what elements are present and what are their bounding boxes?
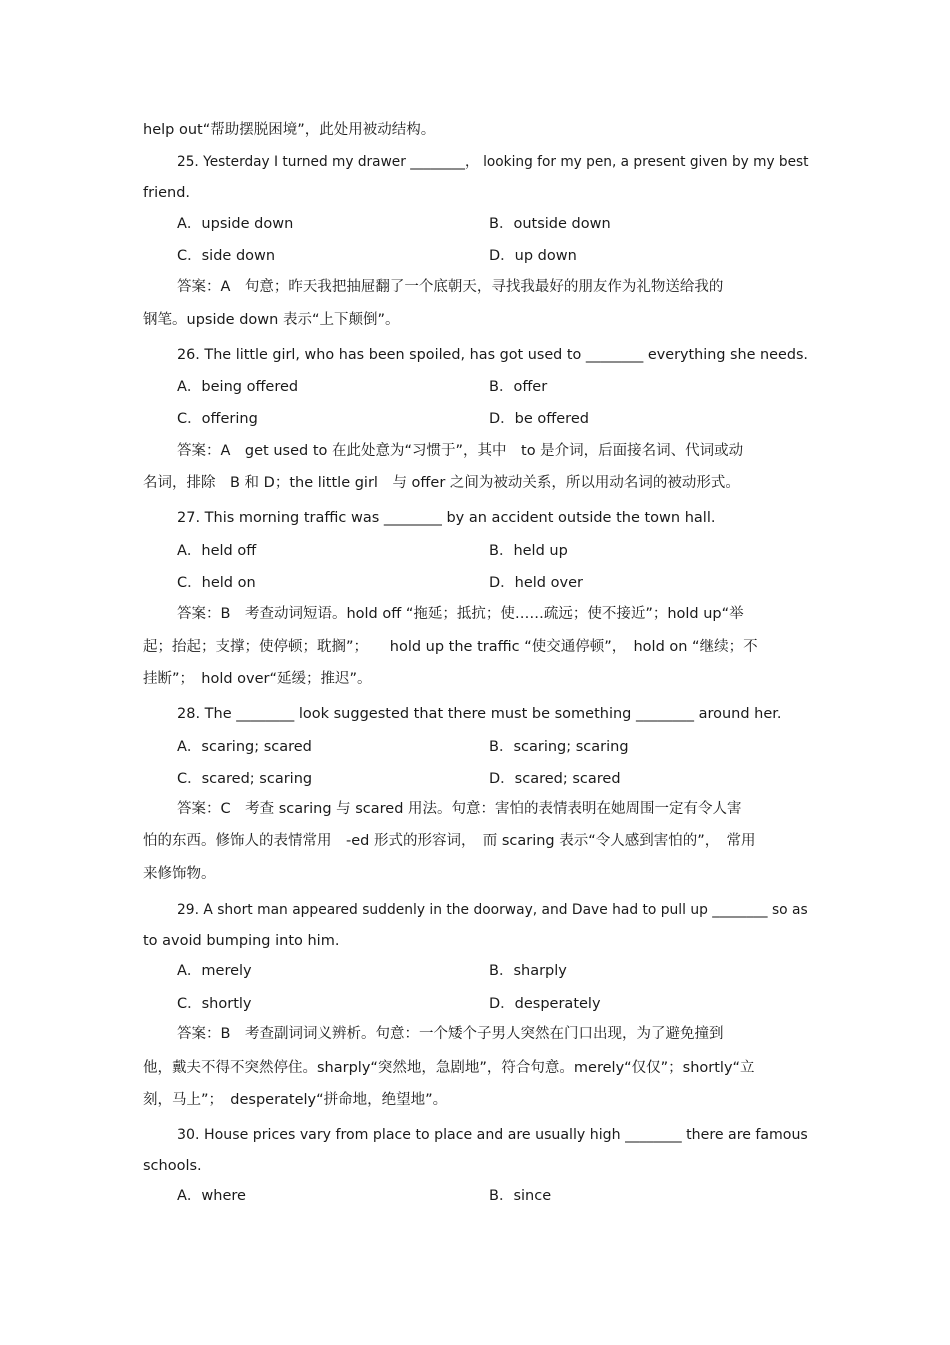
question-27-option-d: D．held over [489,575,583,591]
question-27-answer-line-1: 答案：B 考查动词短语。hold off “拖延；抵抗；使……疏远；使不接近”；hold up“举 [177,606,744,622]
question-29-answer-line-3: 刻，马上”； desperately“拼命地，绝望地”。 [143,1092,448,1108]
question-28-answer-line-1: 答案：C 考查 scaring 与 scared 用法。句意：害怕的表情表明在她周围一定有令人害 [177,801,742,817]
question-27-option-c: C．held on [177,575,256,591]
question-28-option-d: D．scared; scared [489,771,621,787]
question-25-option-a: A．upside down [177,216,294,232]
question-29-stem-line-1: 29. A short man appeared suddenly in the doorway, and Dave had to pull up ________ so as [177,902,808,918]
question-25-option-c: C．side down [177,248,276,264]
question-25-stem-line-1: 25. Yesterday I turned my drawer ________， looking for my pen, a present given by my best [177,154,809,170]
question-29-option-b: B．sharply [489,963,567,979]
question-26-option-d: D．be offered [489,411,589,427]
question-25-option-d: D．up down [489,248,577,264]
question-29-option-d: D．desperately [489,996,601,1012]
question-28-option-c: C．scared; scaring [177,771,313,787]
question-30-option-b: B．since [489,1188,552,1204]
question-26-answer-line-1: 答案：A get used to 在此处意为“习惯于”，其中 to 是介词，后面接名词、代词或动 [177,443,744,459]
question-28-answer-line-2: 怕的东西。修饰人的表情常用 -ed 形式的形容词， 而 scaring 表示“令人感到害怕的”， 常用 [143,833,756,849]
question-29-answer-line-1: 答案：B 考查副词词义辨析。句意：一个矮个子男人突然在门口出现，为了避免撞到 [177,1026,724,1042]
question-25-option-b: B．outside down [489,216,611,232]
question-25-answer-line-1: 答案：A 句意；昨天我把抽屉翻了一个底朝天，寻找我最好的朋友作为礼物送给我的 [177,279,724,295]
question-29-option-a: A．merely [177,963,252,979]
question-27-option-b: B．held up [489,543,568,559]
question-27-answer-line-3: 挂断”； hold over“延缓；推迟”。 [143,671,372,687]
question-25-stem-line-2: friend. [143,185,191,201]
question-26-option-a: A．being offered [177,379,299,395]
question-29-option-c: C．shortly [177,996,252,1012]
question-26-option-b: B．offer [489,379,548,395]
question-28-option-b: B．scaring; scaring [489,739,629,755]
question-26-option-c: C．offering [177,411,258,427]
question-27-answer-line-2: 起；抬起；支撑；使停顿；耽搁”； hold up the traffic “使交通停顿”， hold on “继续；不 [143,639,758,655]
question-26-answer-line-2: 名词，排除 B 和 D；the little girl 与 offer 之间为被动关系，所以用动名词的被动形式。 [143,475,740,491]
question-25-answer-line-2: 钢笔。upside down 表示“上下颠倒”。 [143,312,400,328]
question-28-option-a: A．scaring; scared [177,739,312,755]
question-28-answer-line-3: 来修饰物。 [143,866,216,882]
question-30-stem-line-1: 30. House prices vary from place to place and are usually high ________ there are famous [177,1127,808,1143]
question-27-stem: 27. This morning traffic was ________ by an accident outside the town hall. [177,510,716,526]
question-28-stem: 28. The ________ look suggested that there must be something ________ around her. [177,706,782,722]
question-29-answer-line-2: 他，戴夫不得不突然停住。sharply“突然地，急剧地”，符合句意。merely“仅仅”；shortly“立 [143,1060,755,1076]
question-30-stem-line-2: schools. [143,1158,202,1174]
lead-in-text: help out“帮助摆脱困境”，此处用被动结构。 [143,122,436,138]
question-29-stem-line-2: to avoid bumping into him. [143,933,340,949]
question-30-option-a: A．where [177,1188,246,1204]
question-27-option-a: A．held off [177,543,257,559]
question-26-stem: 26. The little girl, who has been spoiled, has got used to ________ everything she needs. [177,347,809,363]
